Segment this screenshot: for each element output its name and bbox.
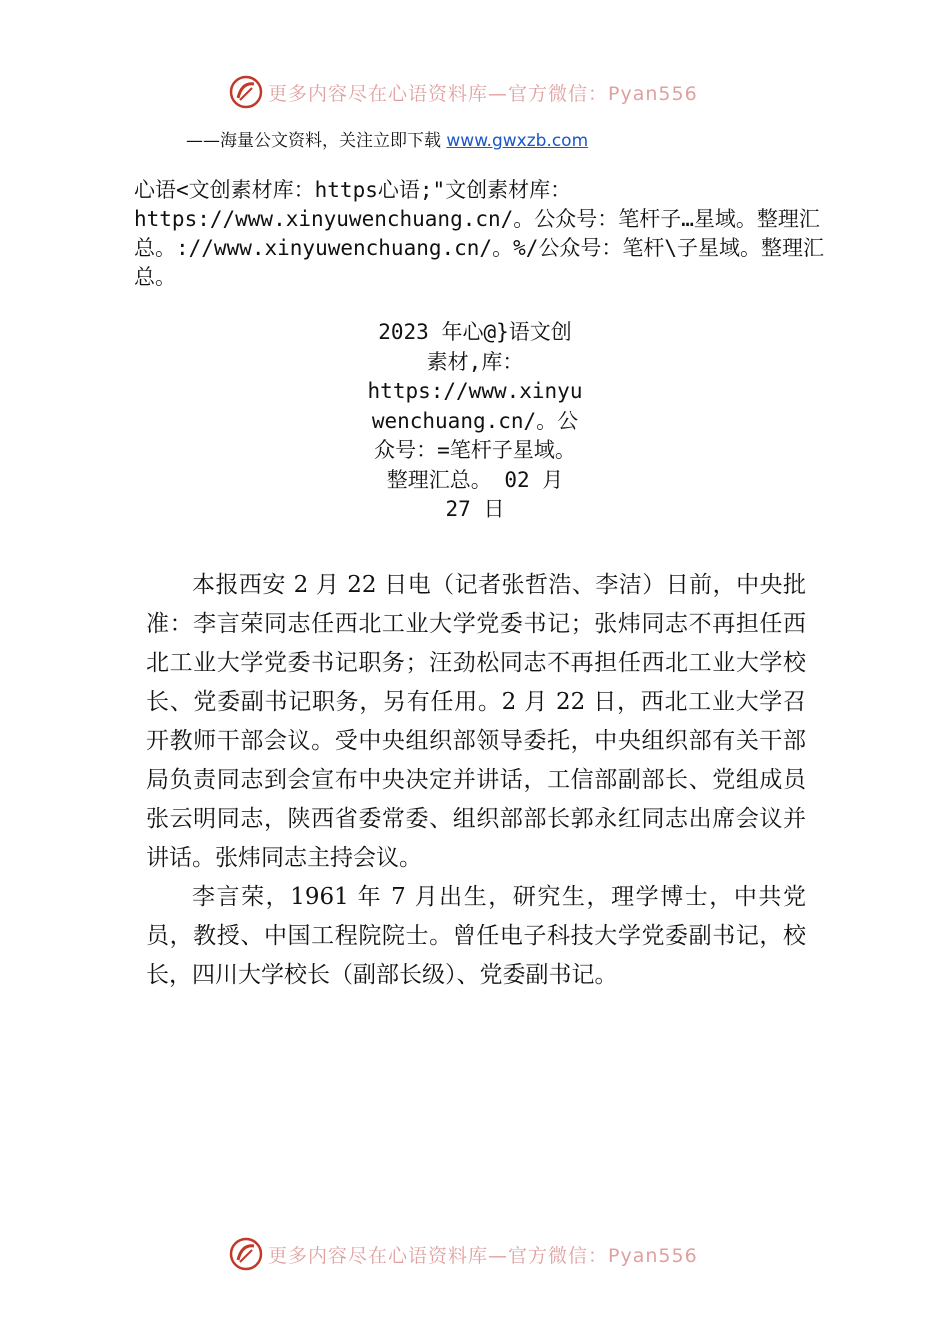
brand-logo-icon <box>228 1236 264 1272</box>
website-link[interactable]: www.gwxzb.com <box>446 131 589 151</box>
date-line: 素材,库： <box>426 349 524 374</box>
date-block <box>330 318 620 525</box>
article-paragraph: 李言荣，1961 年 7 月出生，研究生，理学博士，中共党员，教授、中国工程院院士。曾任电子科技大学党委副书记，校长，四川大学校长（副部长级）、党委副书记。 <box>146 884 806 988</box>
footer-banner <box>228 1234 698 1274</box>
date-line: wenchuang.cn/。公 <box>371 408 579 433</box>
date-line: 27 日 <box>445 497 505 521</box>
header-banner <box>228 72 698 112</box>
page-header <box>0 72 950 112</box>
article-body <box>146 566 806 995</box>
page-footer <box>0 1234 950 1274</box>
download-notice <box>186 126 588 151</box>
date-line: 整理汇总。 02 月 <box>386 467 564 492</box>
date-line: 众号：=笔杆子星域。 <box>374 438 576 462</box>
brand-logo-icon <box>228 74 264 110</box>
footer-banner-text: 更多内容尽在心语资料库—官方微信：Pyan556 <box>268 1244 698 1267</box>
article-paragraph: 本报西安 2 月 22 日电（记者张哲浩、李洁）日前，中央批准：李言荣同志任西北工业大学党委书记；张炜同志不再担任西北工业大学党委书记职务；汪劲松同志不再担任西北工业大学校长、党委副书记职务，另有任用。2 月 22 日，西北工业大学召开教师干部会议。受中央组织部领导委托，中央组织部有关干部局负责同志到会宣布中央决定并讲话，工信部副部长、党组成员张云明同志，陕西省委常委、组织部部长郭永红同志出席会议并讲话。张炜同志主持会议。 <box>146 572 806 871</box>
date-line: https://www.xinyu <box>367 379 583 403</box>
intro-block: 心语<文创素材库：https心语;"文创素材库：https://www.xinyuwenchuang.cn/。公众号：笔杆子…星域。整理汇总。://www.xinyuwenchuang.cn/。%/公众号：笔杆\子星域。整理汇总。 <box>134 178 825 289</box>
download-notice-text: ——海量公文资料，关注立即下载 <box>186 131 447 151</box>
date-line: 2023 年心@}语文创 <box>378 320 572 344</box>
header-banner-text: 更多内容尽在心语资料库—官方微信：Pyan556 <box>268 82 698 105</box>
